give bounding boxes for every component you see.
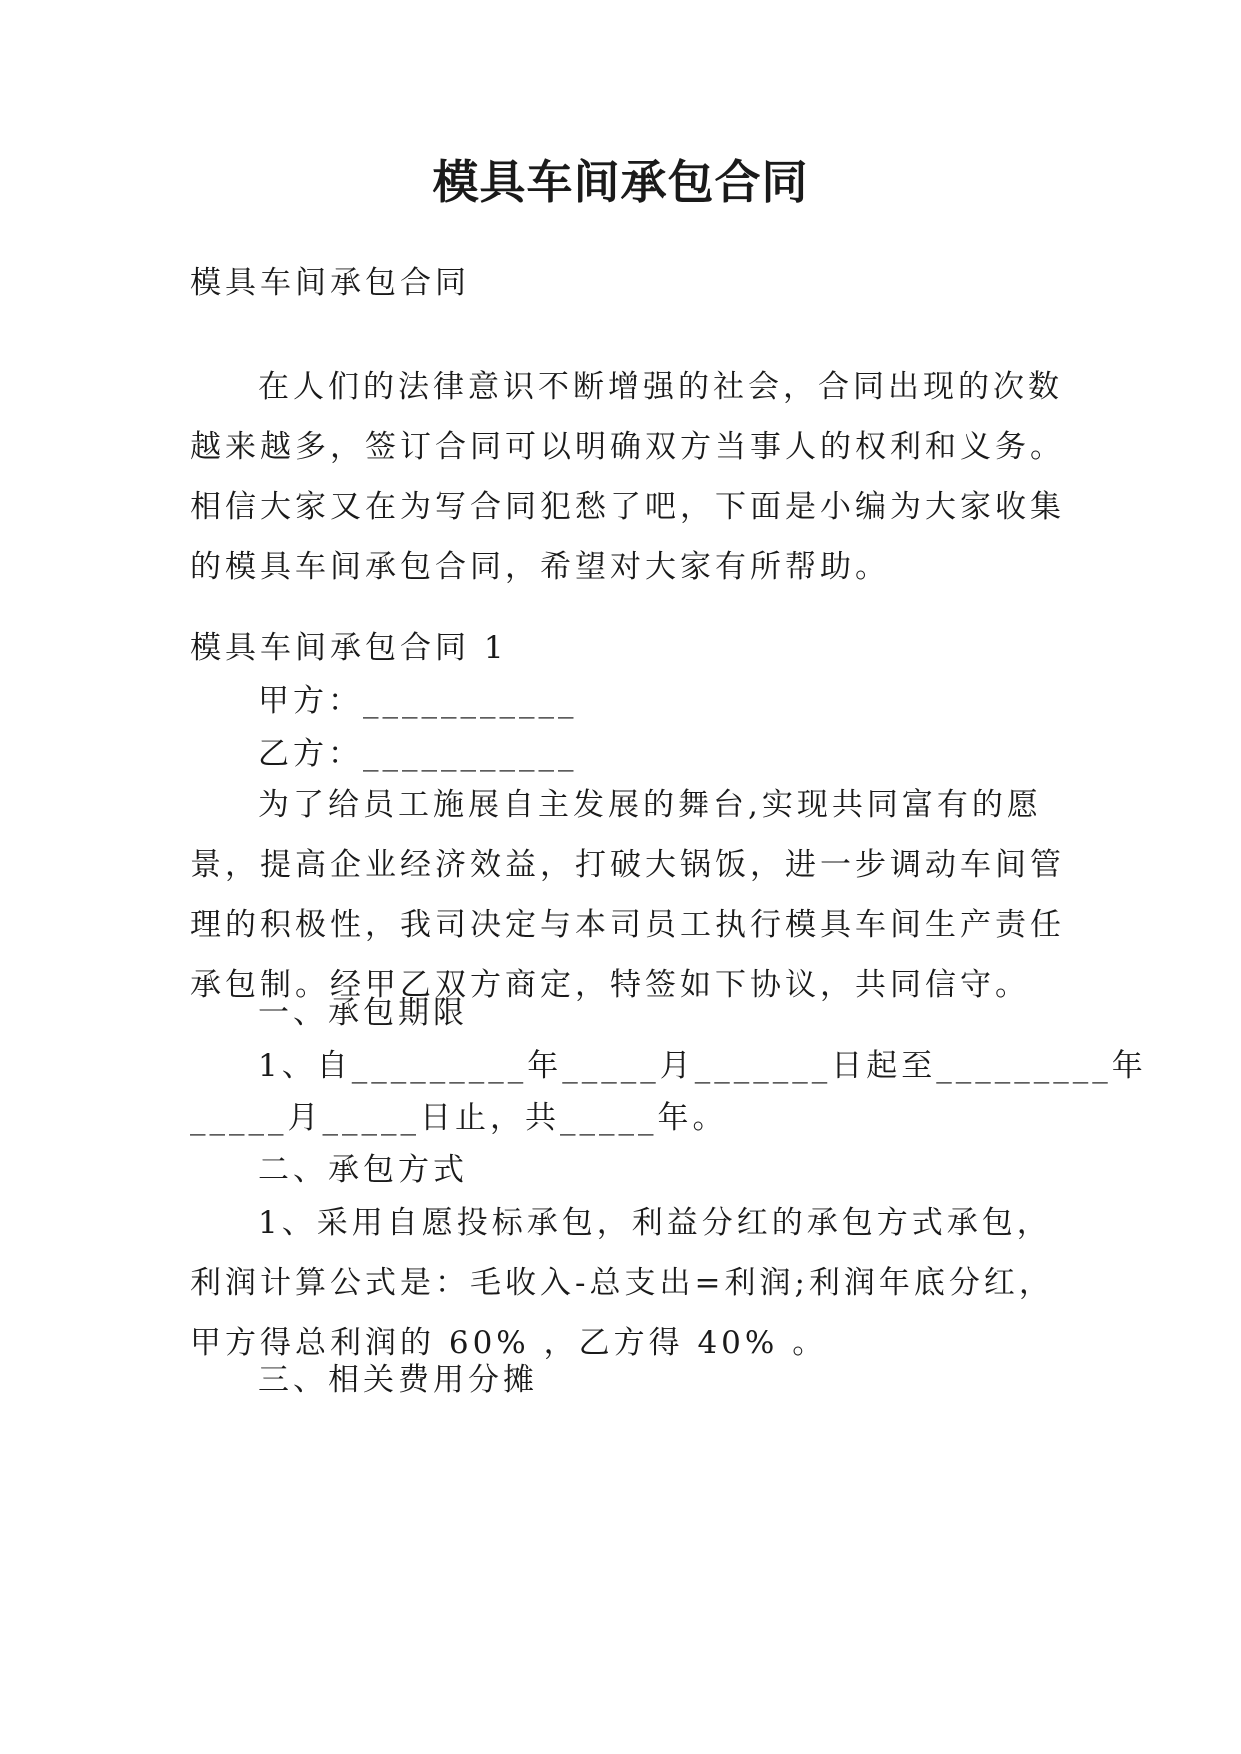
party-a-line: 甲方：___________ [258,683,578,719]
document-subtitle: 模具车间承包合同 [190,265,470,301]
heading-term: 一、承包期限 [258,995,468,1031]
heading-costs: 三、相关费用分摊 [258,1362,538,1398]
term-line-1: 1、自_________年_____月_______日起至_________年 [258,1048,1147,1084]
section-title: 模具车间承包合同 1 [190,630,508,666]
method-text: 1、采用自愿投标承包，利益分红的承包方式承包，利润计算公式是：毛收入-总支出=利润;利润年底分红，甲方得总利润的 60% ，乙方得 40% 。 [190,1205,1054,1361]
term-line-2: _____月_____日止，共_____年。 [190,1100,728,1136]
intro-paragraph [190,357,1070,597]
intro-text: 在人们的法律意识不断增强的社会，合同出现的次数越来越多，签订合同可以明确双方当事人的权利和义务。相信大家又在为写合同犯愁了吧，下面是小编为大家收集的模具车间承包合同，希望对大家有所帮助。 [190,369,1065,585]
party-b-line: 乙方：___________ [258,736,578,772]
document-title: 模具车间承包合同 [432,155,809,209]
heading-method: 二、承包方式 [258,1152,468,1188]
method-paragraph [190,1193,1070,1373]
preamble-text: 为了给员工施展自主发展的舞台,实现共同富有的愿景，提高企业经济效益，打破大锅饭，进一步调动车间管理的积极性，我司决定与本司员工执行模具车间生产责任承包制。经甲乙双方商定，特签如下协议，共同信守。 [190,787,1065,1003]
preamble-paragraph [190,775,1070,1015]
